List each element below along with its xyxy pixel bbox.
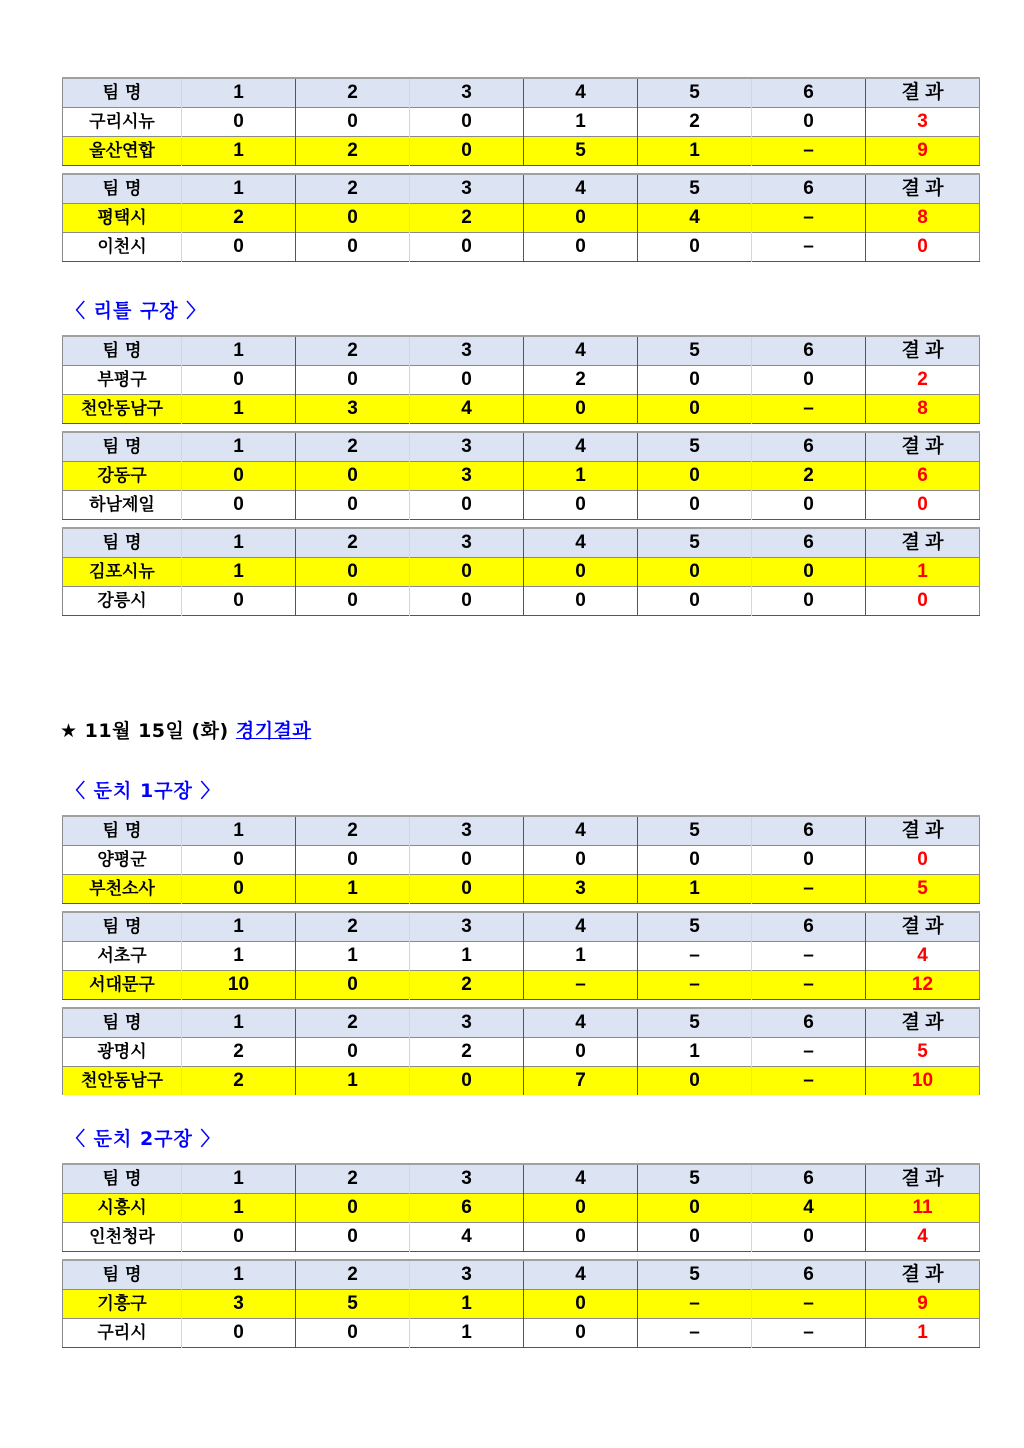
- header-inning: 3: [410, 78, 524, 108]
- total-score: 0: [866, 587, 980, 616]
- inning-score: –: [524, 971, 638, 1000]
- header-inning: 3: [410, 1008, 524, 1038]
- total-score: 2: [866, 366, 980, 395]
- header-inning: 1: [182, 174, 296, 204]
- header-inning: 4: [524, 336, 638, 366]
- inning-score: 0: [752, 558, 866, 587]
- header-result: 결 과: [866, 528, 980, 558]
- team-name: 인천청라: [63, 1223, 182, 1252]
- inning-score: 0: [182, 491, 296, 520]
- header-inning: 3: [410, 1260, 524, 1290]
- inning-score: –: [638, 1290, 752, 1319]
- team-name: 서초구: [63, 942, 182, 971]
- header-team-name: 팀 명: [63, 336, 182, 366]
- team-name: 김포시뉴: [63, 558, 182, 587]
- table-header-row: [63, 816, 980, 846]
- header-inning: 5: [638, 174, 752, 204]
- inning-score: –: [638, 1319, 752, 1348]
- table-row: [63, 233, 980, 262]
- team-name: 평택시: [63, 204, 182, 233]
- inning-score: 3: [182, 1290, 296, 1319]
- section-heading-dunchi-1: 〈 둔치 1구장 〉: [66, 780, 221, 802]
- section-heading-little-field: 〈 리틀 구장 〉: [66, 300, 207, 322]
- table-row-winner: [63, 462, 980, 491]
- inning-score: 1: [638, 875, 752, 904]
- inning-score: 0: [752, 108, 866, 137]
- header-inning: 2: [296, 1008, 410, 1038]
- table-row: [63, 1038, 980, 1067]
- header-inning: 1: [182, 336, 296, 366]
- inning-score: –: [752, 1290, 866, 1319]
- inning-score: –: [752, 971, 866, 1000]
- total-score: 5: [866, 875, 980, 904]
- inning-score: 0: [182, 233, 296, 262]
- inning-score: 1: [182, 1194, 296, 1223]
- inning-score: 0: [296, 587, 410, 616]
- team-name: 부천소사: [63, 875, 182, 904]
- total-score: 3: [866, 108, 980, 137]
- inning-score: 0: [296, 462, 410, 491]
- inning-score: 1: [182, 137, 296, 166]
- score-table: [62, 815, 980, 904]
- inning-score: 0: [752, 366, 866, 395]
- total-score: 8: [866, 395, 980, 424]
- table-row-winner: [63, 137, 980, 166]
- header-inning: 6: [752, 336, 866, 366]
- score-table: [62, 1163, 980, 1252]
- table-header-row: [63, 1260, 980, 1290]
- table-row: [63, 587, 980, 616]
- inning-score: 0: [524, 1290, 638, 1319]
- header-inning: 2: [296, 174, 410, 204]
- team-name: 하남제일: [63, 491, 182, 520]
- inning-score: 2: [524, 366, 638, 395]
- total-score: 11: [866, 1194, 980, 1223]
- header-inning: 2: [296, 336, 410, 366]
- inning-score: 1: [410, 1290, 524, 1319]
- inning-score: –: [638, 971, 752, 1000]
- inning-score: 0: [524, 846, 638, 875]
- inning-score: –: [752, 233, 866, 262]
- inning-score: 0: [296, 558, 410, 587]
- header-result: 결 과: [866, 432, 980, 462]
- table-row-winner: [63, 204, 980, 233]
- inning-score: 0: [296, 204, 410, 233]
- table-row-winner: [63, 395, 980, 424]
- header-inning: 4: [524, 912, 638, 942]
- inning-score: 0: [410, 233, 524, 262]
- inning-score: 0: [638, 1067, 752, 1096]
- header-result: 결 과: [866, 336, 980, 366]
- table-row-winner: [63, 971, 980, 1000]
- inning-score: 0: [182, 366, 296, 395]
- inning-score: 3: [410, 462, 524, 491]
- total-score: 0: [866, 233, 980, 262]
- inning-score: 0: [638, 233, 752, 262]
- header-inning: 3: [410, 174, 524, 204]
- inning-score: 2: [182, 1067, 296, 1096]
- inning-score: 0: [182, 875, 296, 904]
- inning-score: 0: [524, 491, 638, 520]
- inning-score: 2: [410, 1038, 524, 1067]
- inning-score: 0: [638, 558, 752, 587]
- header-inning: 6: [752, 432, 866, 462]
- header-result: 결 과: [866, 912, 980, 942]
- header-inning: 2: [296, 432, 410, 462]
- total-score: 5: [866, 1038, 980, 1067]
- team-name: 천안동남구: [63, 1067, 182, 1096]
- inning-score: 4: [752, 1194, 866, 1223]
- inning-score: 0: [524, 1319, 638, 1348]
- inning-score: 1: [182, 942, 296, 971]
- header-inning: 4: [524, 174, 638, 204]
- header-result: 결 과: [866, 816, 980, 846]
- total-score: 4: [866, 1223, 980, 1252]
- inning-score: –: [752, 1319, 866, 1348]
- header-inning: 3: [410, 816, 524, 846]
- table-row: [63, 491, 980, 520]
- inning-score: 1: [638, 1038, 752, 1067]
- score-table: [62, 431, 980, 520]
- header-team-name: 팀 명: [63, 1164, 182, 1194]
- inning-score: 0: [296, 366, 410, 395]
- team-name: 부평구: [63, 366, 182, 395]
- inning-score: 0: [410, 875, 524, 904]
- total-score: 0: [866, 846, 980, 875]
- table-header-row: [63, 336, 980, 366]
- team-name: 서대문구: [63, 971, 182, 1000]
- header-inning: 6: [752, 528, 866, 558]
- header-inning: 1: [182, 1008, 296, 1038]
- header-inning: 4: [524, 1164, 638, 1194]
- date-heading: [60, 716, 311, 743]
- table-header-row: [63, 78, 980, 108]
- team-name: 양평군: [63, 846, 182, 875]
- header-inning: 1: [182, 78, 296, 108]
- inning-score: 10: [182, 971, 296, 1000]
- team-name: 이천시: [63, 233, 182, 262]
- header-inning: 2: [296, 528, 410, 558]
- inning-score: –: [752, 1038, 866, 1067]
- inning-score: 0: [524, 395, 638, 424]
- team-name: 울산연합: [63, 137, 182, 166]
- inning-score: 0: [410, 846, 524, 875]
- table-row: [63, 1319, 980, 1348]
- header-inning: 4: [524, 528, 638, 558]
- inning-score: 4: [410, 1223, 524, 1252]
- header-team-name: 팀 명: [63, 432, 182, 462]
- header-team-name: 팀 명: [63, 78, 182, 108]
- header-team-name: 팀 명: [63, 912, 182, 942]
- table-row-winner: [63, 1194, 980, 1223]
- header-inning: 3: [410, 912, 524, 942]
- table-row: [63, 366, 980, 395]
- inning-score: 1: [524, 462, 638, 491]
- inning-score: 0: [296, 1038, 410, 1067]
- inning-score: 1: [296, 942, 410, 971]
- header-inning: 1: [182, 1260, 296, 1290]
- header-result: 결 과: [866, 174, 980, 204]
- star-icon: ★: [60, 720, 78, 742]
- header-result: 결 과: [866, 78, 980, 108]
- header-team-name: 팀 명: [63, 174, 182, 204]
- inning-score: 0: [752, 491, 866, 520]
- inning-score: 0: [296, 971, 410, 1000]
- header-inning: 5: [638, 1008, 752, 1038]
- header-inning: 5: [638, 78, 752, 108]
- inning-score: 2: [752, 462, 866, 491]
- team-name: 구리시: [63, 1319, 182, 1348]
- inning-score: 7: [524, 1067, 638, 1096]
- header-inning: 6: [752, 1008, 866, 1038]
- inning-score: 0: [410, 366, 524, 395]
- inning-score: 0: [638, 462, 752, 491]
- inning-score: 0: [296, 491, 410, 520]
- inning-score: 2: [182, 1038, 296, 1067]
- inning-score: 0: [524, 1194, 638, 1223]
- header-inning: 6: [752, 1260, 866, 1290]
- total-score: 9: [866, 1290, 980, 1319]
- score-table: [62, 1259, 980, 1348]
- header-inning: 1: [182, 816, 296, 846]
- team-name: 강동구: [63, 462, 182, 491]
- inning-score: 1: [182, 395, 296, 424]
- score-table: [62, 173, 980, 262]
- header-inning: 6: [752, 174, 866, 204]
- inning-score: 1: [296, 875, 410, 904]
- header-inning: 5: [638, 432, 752, 462]
- header-team-name: 팀 명: [63, 528, 182, 558]
- header-inning: 4: [524, 78, 638, 108]
- inning-score: 0: [182, 1319, 296, 1348]
- team-name: 천안동남구: [63, 395, 182, 424]
- inning-score: 0: [752, 587, 866, 616]
- inning-score: –: [638, 942, 752, 971]
- inning-score: 0: [182, 1223, 296, 1252]
- inning-score: –: [752, 395, 866, 424]
- section-heading-dunchi-2: 〈 둔치 2구장 〉: [66, 1128, 221, 1150]
- inning-score: 3: [524, 875, 638, 904]
- total-score: 4: [866, 942, 980, 971]
- inning-score: 0: [182, 462, 296, 491]
- inning-score: 0: [638, 491, 752, 520]
- inning-score: 6: [410, 1194, 524, 1223]
- score-table: [62, 77, 980, 166]
- inning-score: 0: [638, 846, 752, 875]
- header-inning: 5: [638, 1164, 752, 1194]
- inning-score: 1: [182, 558, 296, 587]
- inning-score: 0: [638, 1223, 752, 1252]
- inning-score: 1: [296, 1067, 410, 1096]
- table-row-winner: [63, 1290, 980, 1319]
- inning-score: 0: [182, 846, 296, 875]
- team-name: 구리시뉴: [63, 108, 182, 137]
- header-inning: 4: [524, 816, 638, 846]
- table-header-row: [63, 174, 980, 204]
- header-inning: 3: [410, 528, 524, 558]
- inning-score: –: [752, 875, 866, 904]
- inning-score: 0: [524, 1223, 638, 1252]
- inning-score: 1: [524, 108, 638, 137]
- inning-score: 2: [410, 971, 524, 1000]
- header-inning: 2: [296, 78, 410, 108]
- inning-score: 0: [524, 1038, 638, 1067]
- table-row-winner: [63, 875, 980, 904]
- table-header-row: [63, 528, 980, 558]
- inning-score: 0: [410, 491, 524, 520]
- table-header-row: [63, 912, 980, 942]
- header-inning: 6: [752, 912, 866, 942]
- total-score: 1: [866, 1319, 980, 1348]
- inning-score: 5: [296, 1290, 410, 1319]
- header-inning: 6: [752, 816, 866, 846]
- inning-score: 0: [296, 108, 410, 137]
- inning-score: –: [752, 942, 866, 971]
- table-row: [63, 108, 980, 137]
- inning-score: 1: [524, 942, 638, 971]
- header-inning: 4: [524, 1260, 638, 1290]
- header-inning: 1: [182, 1164, 296, 1194]
- header-inning: 2: [296, 1164, 410, 1194]
- table-header-row: [63, 1008, 980, 1038]
- inning-score: 0: [296, 846, 410, 875]
- header-inning: 5: [638, 912, 752, 942]
- inning-score: 0: [296, 1194, 410, 1223]
- header-inning: 4: [524, 1008, 638, 1038]
- inning-score: –: [752, 1067, 866, 1096]
- inning-score: 0: [410, 1067, 524, 1096]
- table-header-row: [63, 1164, 980, 1194]
- team-name: 강릉시: [63, 587, 182, 616]
- header-inning: 4: [524, 432, 638, 462]
- total-score: 9: [866, 137, 980, 166]
- inning-score: 0: [410, 137, 524, 166]
- inning-score: 0: [638, 395, 752, 424]
- inning-score: 0: [524, 233, 638, 262]
- header-team-name: 팀 명: [63, 816, 182, 846]
- header-inning: 1: [182, 912, 296, 942]
- header-inning: 5: [638, 1260, 752, 1290]
- inning-score: 0: [296, 1223, 410, 1252]
- header-result: 결 과: [866, 1164, 980, 1194]
- header-inning: 3: [410, 432, 524, 462]
- inning-score: –: [752, 137, 866, 166]
- inning-score: 5: [524, 137, 638, 166]
- header-result: 결 과: [866, 1008, 980, 1038]
- team-name: 시흥시: [63, 1194, 182, 1223]
- header-inning: 6: [752, 78, 866, 108]
- inning-score: 0: [296, 233, 410, 262]
- score-table: [62, 335, 980, 424]
- score-table: [62, 911, 980, 1000]
- inning-score: 0: [638, 1194, 752, 1223]
- team-name: 기흥구: [63, 1290, 182, 1319]
- header-inning: 1: [182, 528, 296, 558]
- table-row-winner: [63, 558, 980, 587]
- score-table: [62, 1007, 980, 1095]
- inning-score: 0: [752, 846, 866, 875]
- header-inning: 5: [638, 816, 752, 846]
- total-score: 12: [866, 971, 980, 1000]
- inning-score: –: [752, 204, 866, 233]
- inning-score: 2: [296, 137, 410, 166]
- inning-score: 1: [410, 942, 524, 971]
- inning-score: 1: [638, 137, 752, 166]
- inning-score: 4: [410, 395, 524, 424]
- score-table: [62, 527, 980, 616]
- inning-score: 0: [638, 587, 752, 616]
- table-row: [63, 1223, 980, 1252]
- header-inning: 1: [182, 432, 296, 462]
- game-results-link[interactable]: 경기결과: [235, 720, 312, 742]
- inning-score: 0: [296, 1319, 410, 1348]
- header-inning: 3: [410, 336, 524, 366]
- header-inning: 5: [638, 336, 752, 366]
- header-team-name: 팀 명: [63, 1008, 182, 1038]
- table-header-row: [63, 432, 980, 462]
- total-score: 0: [866, 491, 980, 520]
- inning-score: 4: [638, 204, 752, 233]
- header-inning: 2: [296, 912, 410, 942]
- inning-score: 0: [410, 587, 524, 616]
- inning-score: 2: [410, 204, 524, 233]
- inning-score: 0: [524, 587, 638, 616]
- table-row: [63, 942, 980, 971]
- inning-score: 0: [410, 108, 524, 137]
- inning-score: 0: [410, 558, 524, 587]
- inning-score: 0: [524, 204, 638, 233]
- inning-score: 0: [752, 1223, 866, 1252]
- header-team-name: 팀 명: [63, 1260, 182, 1290]
- inning-score: 0: [638, 366, 752, 395]
- inning-score: 0: [182, 108, 296, 137]
- header-inning: 2: [296, 1260, 410, 1290]
- date-text: 11월 15일 (화): [84, 720, 229, 742]
- total-score: 10: [866, 1067, 980, 1096]
- total-score: 1: [866, 558, 980, 587]
- inning-score: 2: [182, 204, 296, 233]
- team-name: 광명시: [63, 1038, 182, 1067]
- total-score: 6: [866, 462, 980, 491]
- header-inning: 2: [296, 816, 410, 846]
- header-result: 결 과: [866, 1260, 980, 1290]
- inning-score: 0: [182, 587, 296, 616]
- inning-score: 1: [410, 1319, 524, 1348]
- header-inning: 6: [752, 1164, 866, 1194]
- inning-score: 2: [638, 108, 752, 137]
- inning-score: 3: [296, 395, 410, 424]
- header-inning: 3: [410, 1164, 524, 1194]
- table-row: [63, 846, 980, 875]
- table-row-winner: [63, 1067, 980, 1096]
- total-score: 8: [866, 204, 980, 233]
- header-inning: 5: [638, 528, 752, 558]
- inning-score: 0: [524, 558, 638, 587]
